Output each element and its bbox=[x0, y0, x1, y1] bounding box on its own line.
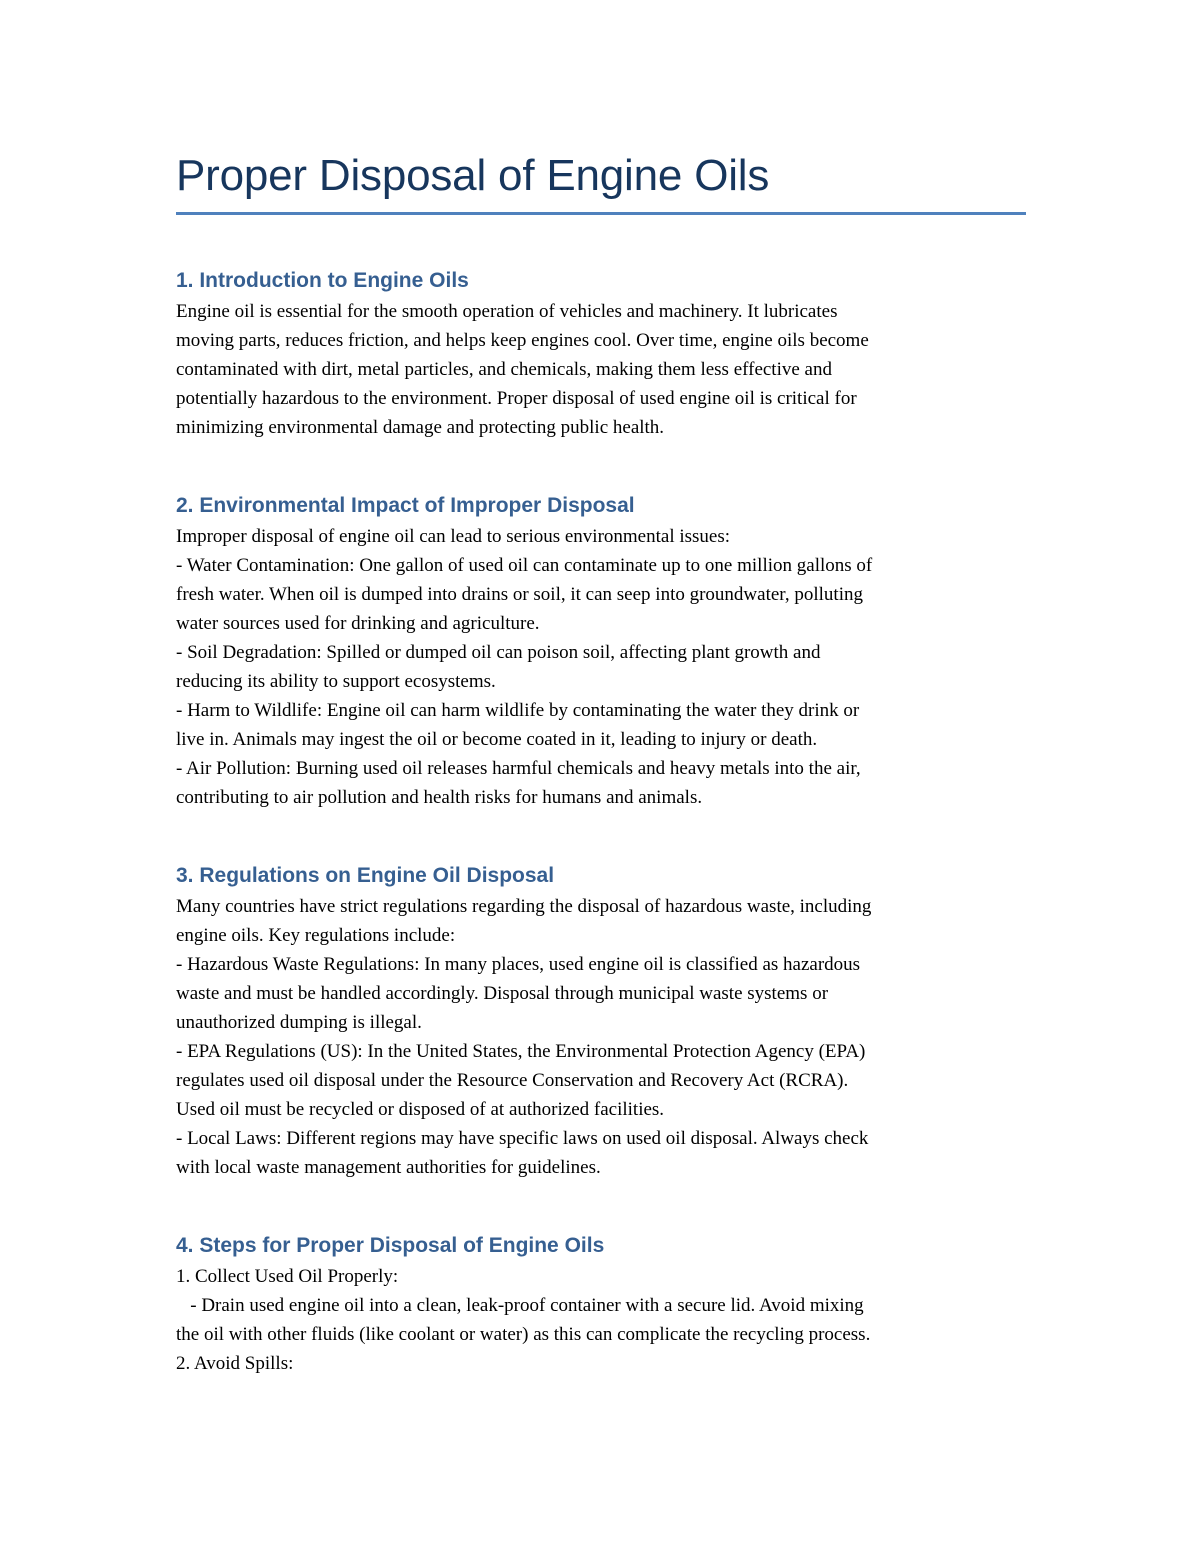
paragraph-line: Many countries have strict regulations regarding the disposal of hazardous waste, including bbox=[176, 896, 872, 917]
paragraph-line: Used oil must be recycled or disposed of at authorized facilities. bbox=[176, 1099, 665, 1120]
paragraph-line: contaminated with dirt, metal particles, and chemicals, making them less effective and bbox=[176, 359, 832, 380]
section-heading: 2. Environmental Impact of Improper Disposal bbox=[176, 494, 635, 517]
section-environmental-impact bbox=[176, 492, 1026, 812]
section-heading: 1. Introduction to Engine Oils bbox=[176, 269, 469, 292]
section-heading: 4. Steps for Proper Disposal of Engine Oils bbox=[176, 1234, 605, 1257]
bullet-line: - Harm to Wildlife: Engine oil can harm wildlife by contaminating the water they drink or bbox=[176, 700, 860, 721]
paragraph-line: regulates used oil disposal under the Resource Conservation and Recovery Act (RCRA). bbox=[176, 1070, 849, 1091]
paragraph-line: contributing to air pollution and health risks for humans and animals. bbox=[176, 787, 703, 808]
paragraph-line: live in. Animals may ingest the oil or become coated in it, leading to injury or death. bbox=[176, 729, 818, 750]
paragraph-line: engine oils. Key regulations include: bbox=[176, 925, 456, 946]
paragraph-line: Engine oil is essential for the smooth operation of vehicles and machinery. It lubricates bbox=[176, 301, 838, 322]
paragraph-line: potentially hazardous to the environment. Proper disposal of used engine oil is critical for bbox=[176, 388, 857, 409]
title-underline-rule bbox=[176, 212, 1026, 215]
section-regulations bbox=[176, 862, 1026, 1182]
bullet-line: - Local Laws: Different regions may have specific laws on used oil disposal. Always check bbox=[176, 1128, 869, 1149]
bullet-line: - EPA Regulations (US): In the United States, the Environmental Protection Agency (EPA) bbox=[176, 1041, 866, 1062]
paragraph-line: waste and must be handled accordingly. Disposal through municipal waste systems or bbox=[176, 983, 829, 1004]
paragraph-line: Improper disposal of engine oil can lead to serious environmental issues: bbox=[176, 526, 731, 547]
numbered-step-line: 1. Collect Used Oil Properly: bbox=[176, 1266, 399, 1287]
numbered-step-line: 2. Avoid Spills: bbox=[176, 1353, 294, 1374]
document-title: Proper Disposal of Engine Oils bbox=[176, 151, 770, 200]
bullet-line: - Soil Degradation: Spilled or dumped oil can poison soil, affecting plant growth and bbox=[176, 642, 821, 663]
paragraph-line: minimizing environmental damage and protecting public health. bbox=[176, 417, 665, 438]
section-disposal-steps bbox=[176, 1232, 1026, 1378]
bullet-line: - Water Contamination: One gallon of used oil can contaminate up to one million gallons of bbox=[176, 555, 873, 576]
paragraph-line: water sources used for drinking and agriculture. bbox=[176, 613, 540, 634]
paragraph-line: with local waste management authorities for guidelines. bbox=[176, 1157, 601, 1178]
paragraph-line: unauthorized dumping is illegal. bbox=[176, 1012, 422, 1033]
paragraph-line: the oil with other fluids (like coolant or water) as this can complicate the recycling process. bbox=[176, 1324, 871, 1345]
section-heading: 3. Regulations on Engine Oil Disposal bbox=[176, 864, 555, 887]
document-page bbox=[176, 148, 1026, 1378]
paragraph-line: reducing its ability to support ecosystems. bbox=[176, 671, 496, 692]
bullet-line: - Air Pollution: Burning used oil releases harmful chemicals and heavy metals into the air, bbox=[176, 758, 861, 779]
section-introduction bbox=[176, 267, 1026, 442]
paragraph-line: moving parts, reduces friction, and helps keep engines cool. Over time, engine oils become bbox=[176, 330, 869, 351]
bullet-line: - Drain used engine oil into a clean, leak-proof container with a secure lid. Avoid mixing bbox=[176, 1295, 864, 1316]
paragraph-line: fresh water. When oil is dumped into drains or soil, it can seep into groundwater, polluting bbox=[176, 584, 863, 605]
bullet-line: - Hazardous Waste Regulations: In many places, used engine oil is classified as hazardous bbox=[176, 954, 861, 975]
